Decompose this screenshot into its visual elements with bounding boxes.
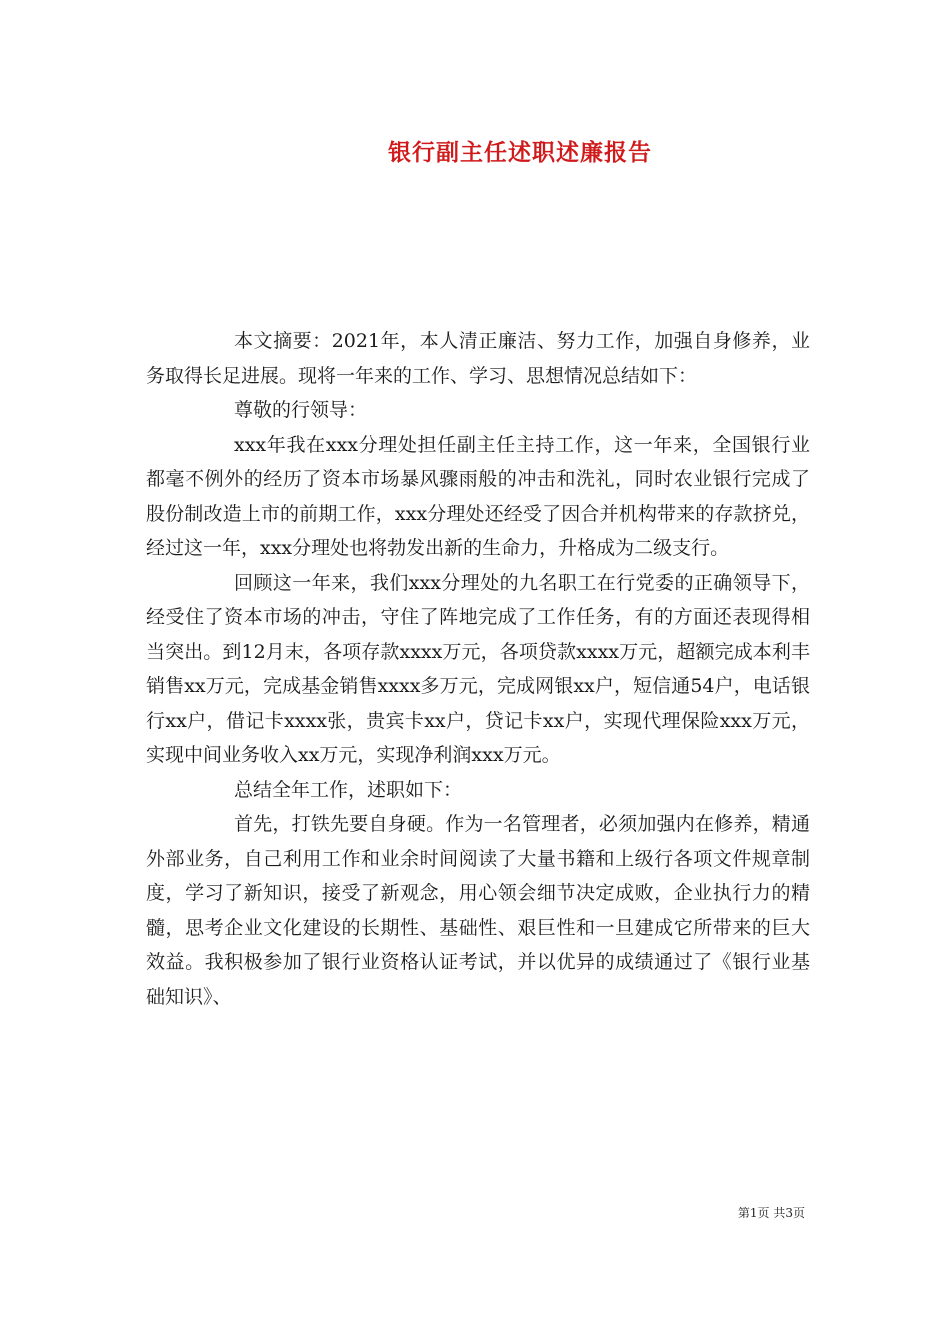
- body-paragraph: xxx年我在xxx分理处担任副主任主持工作，这一年来，全国银行业都毫不例外的经历了资本市场暴风骤雨般的冲击和洗礼，同时农业银行完成了股份制改造上市的前期工作，xxx分理处还经受了因合并机构带来的存款挤兑，经过这一年，xxx分理处也将勃发出新的生命力，升格成为二级支行。: [146, 433, 810, 559]
- document-title: 银行副主任述职述廉报告: [388, 139, 652, 166]
- document-body: [146, 324, 810, 1014]
- salutation-paragraph: 尊敬的行领导：: [234, 399, 368, 421]
- page-number-footer: 第1页 共3页: [737, 1206, 805, 1220]
- body-paragraph: 回顾这一年来，我们xxx分理处的九名职工在行党委的正确领导下，经受住了资本市场的冲击，守住了阵地完成了工作任务，有的方面还表现得相当突出。到12月末，各项存款xxxx万元，各项贷款xxxx万元，超额完成本利丰销售xx万元，完成基金销售xxxx多万元，完成网银xx户，短信通54户，电话银行xx户，借记卡xxxx张，贵宾卡xx户，贷记卡xx户，实现代理保险xxx万元，实现中间业务收入xx万元，实现净利润xxx万元。: [146, 571, 810, 766]
- abstract-paragraph: 本文摘要：2021年，本人清正廉洁、努力工作，加强自身修养，业务取得长足进展。现将一年来的工作、学习、思想情况总结如下：: [146, 330, 810, 387]
- body-paragraph: 总结全年工作，述职如下：: [234, 778, 463, 801]
- body-paragraph: 首先，打铁先要自身硬。作为一名管理者，必须加强内在修养，精通外部业务，自己利用工作和业余时间阅读了大量书籍和上级行各项文件规章制度，学习了新知识，接受了新观念，用心领会细节决定成败，企业执行力的精髓，思考企业文化建设的长期性、基础性、艰巨性和一旦建成它所带来的巨大效益。我积极参加了银行业资格认证考试，并以优异的成绩通过了《银行业基础知识》、: [146, 813, 810, 1008]
